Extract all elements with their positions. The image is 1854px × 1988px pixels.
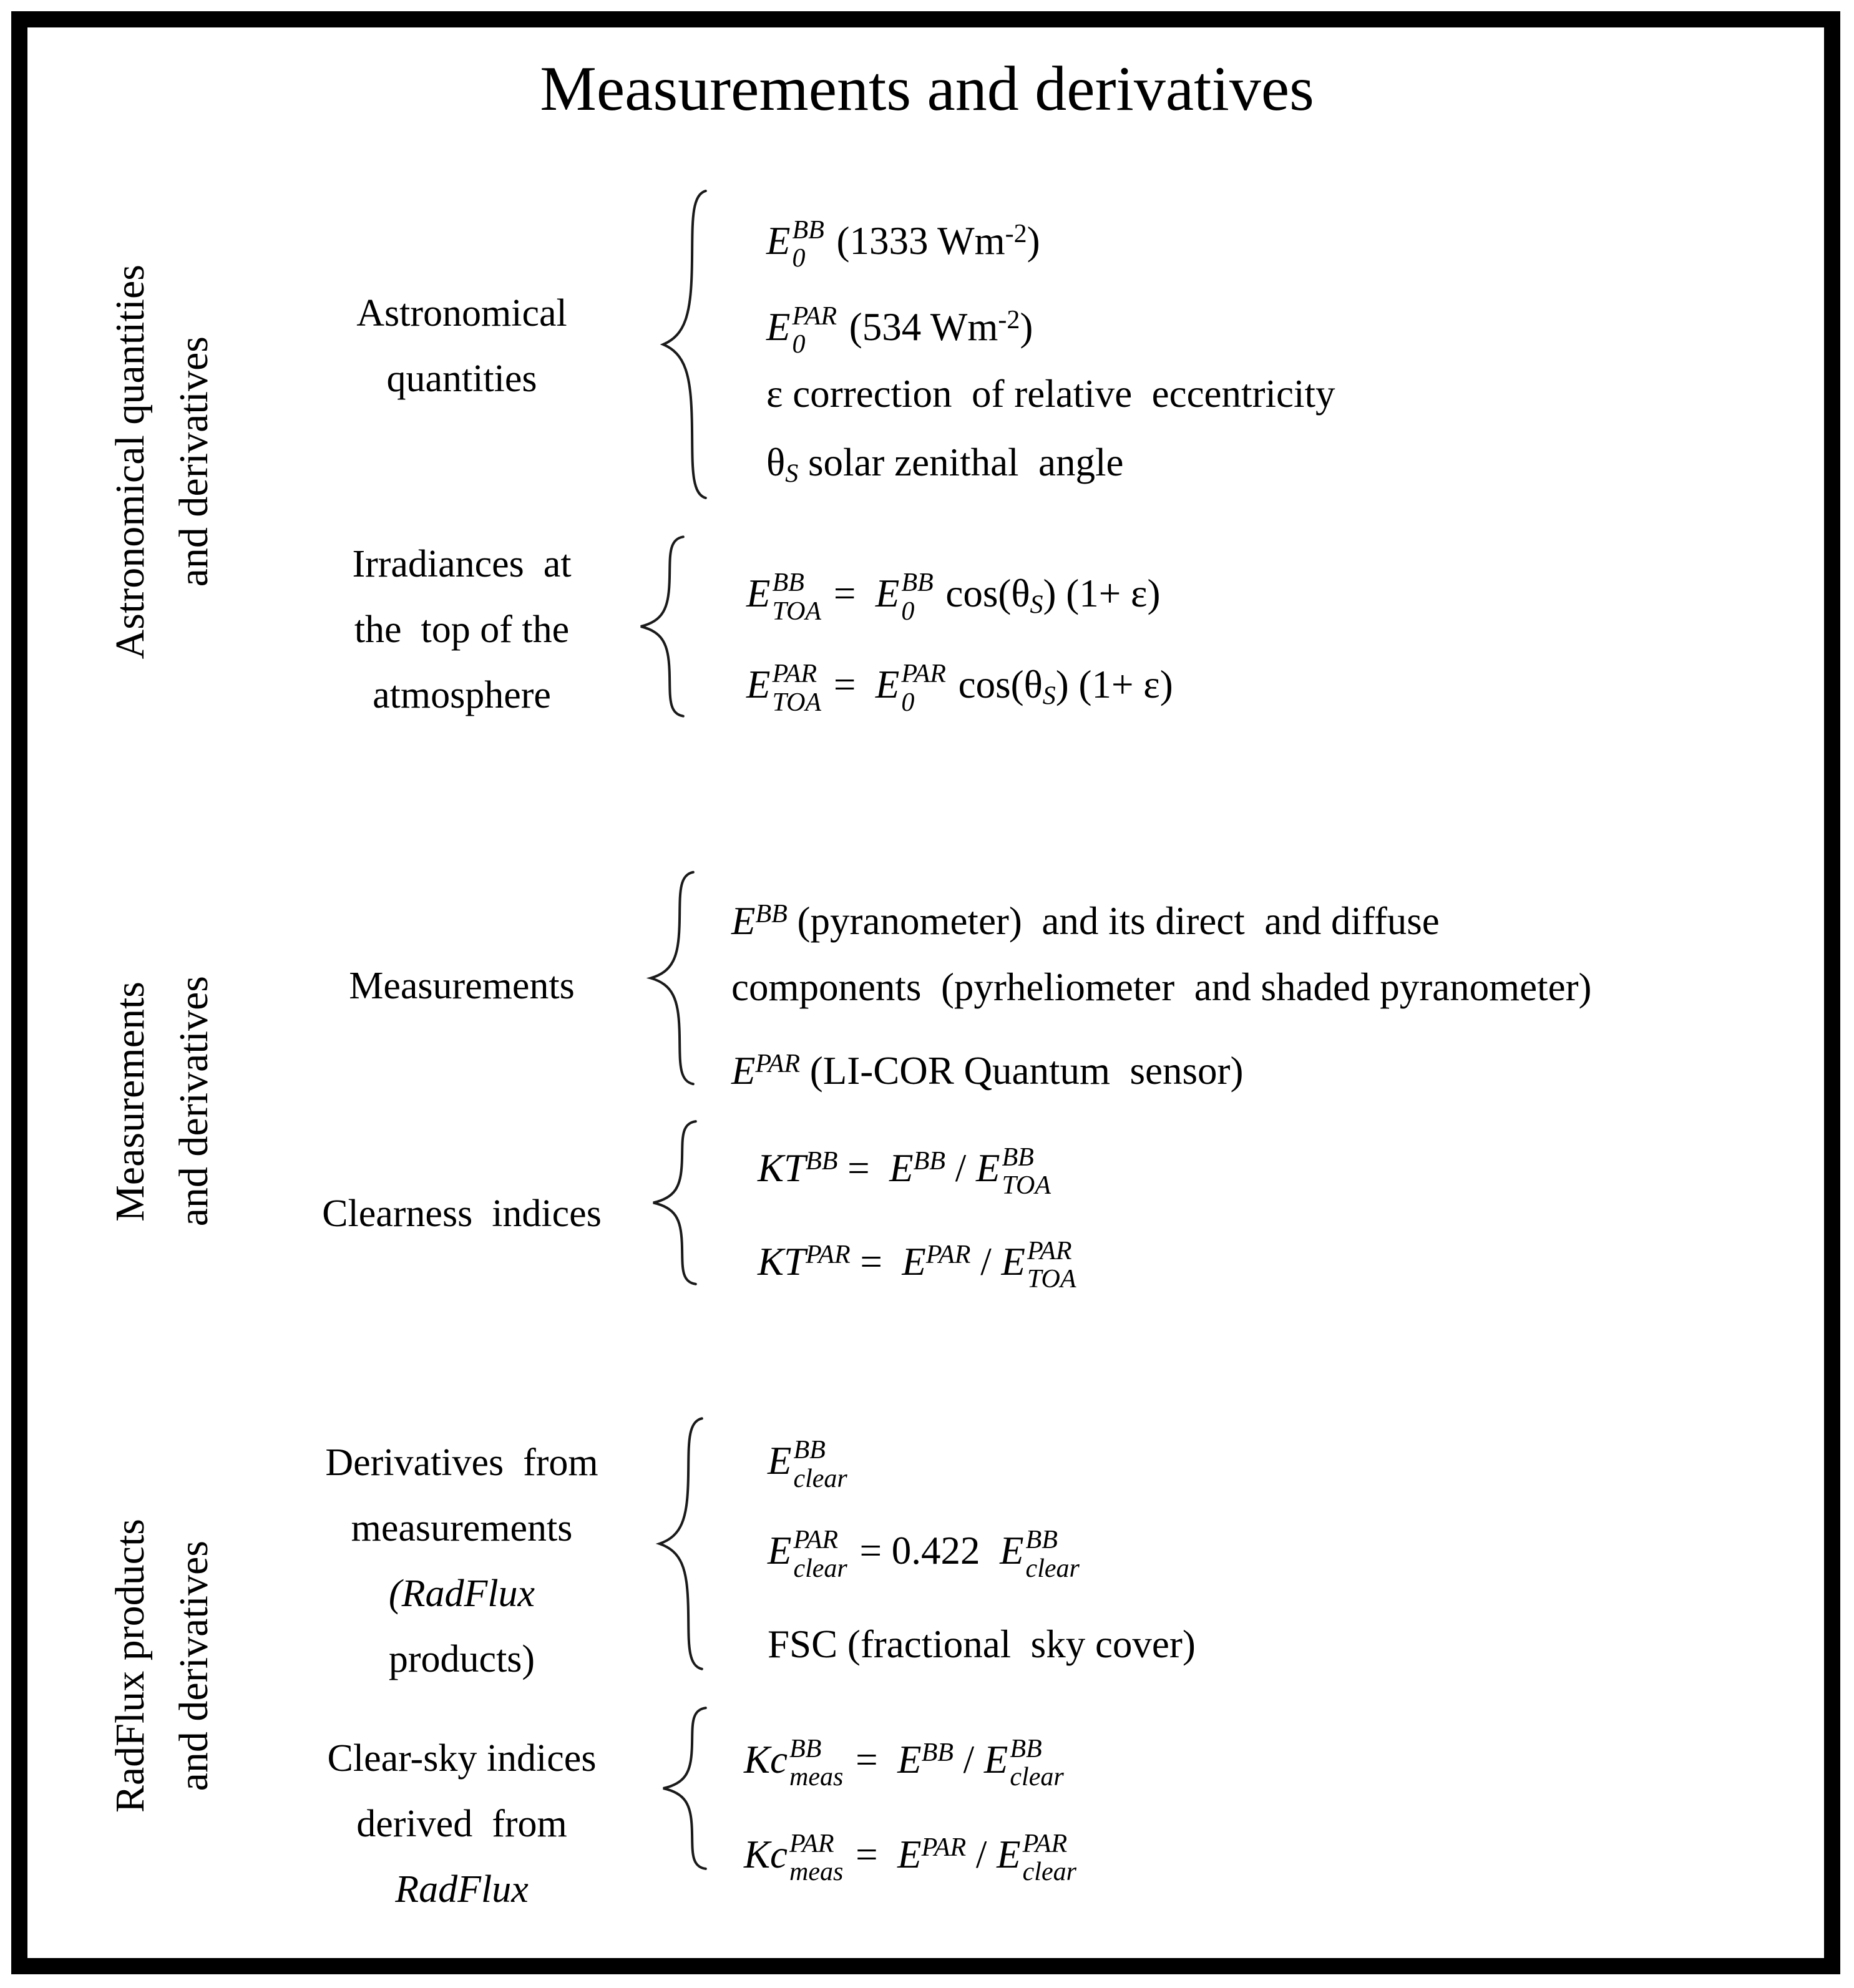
formula-kt-par: $KT^{PAR} = E^{PAR} / E$ PAR TOA: [758, 1237, 1076, 1294]
category-line: Astronomical: [356, 292, 567, 334]
category-line: Clear-sky indices: [327, 1737, 597, 1780]
side-label-line: and derivatives: [171, 976, 217, 1227]
formula-epar-licor: $E^{PAR}$ (LI-COR Quantum sensor): [731, 1048, 1244, 1093]
formula-etoa-par: E PAR TOA = E PAR 0 $\cos(\theta_S)$ (1+ ε): [746, 660, 1173, 717]
side-label-radflux-products-and-derivatives: [62, 1413, 262, 1919]
category-line: RadFlux: [395, 1868, 529, 1911]
side-label-line: and derivatives: [171, 336, 217, 587]
formula-kt-bb: $KT^{BB} = E^{BB} / E$ BB TOA: [758, 1143, 1051, 1201]
figure-title: Measurements and derivatives: [540, 54, 1314, 124]
curly-brace-icon: [637, 535, 690, 718]
category-clear-sky-indices: [268, 1726, 655, 1922]
curly-brace-icon: [646, 870, 700, 1086]
formula-ebb-pyranometer: $E^{BB}$ (pyranometer) and its direct and diffuse components (pyrheliometer and shaded pyranometer): [731, 899, 1592, 1009]
side-label-line: and derivatives: [171, 1541, 217, 1791]
category-line: measurements: [351, 1507, 573, 1549]
formula-etoa-bb: E BB TOA = E BB 0 $\cos(\theta_S)$ (1+ ε): [746, 568, 1161, 626]
category-line: atmosphere: [373, 674, 551, 716]
category-irradiances-top-of-atmosphere: [268, 532, 655, 728]
curly-brace-icon: [659, 1707, 712, 1870]
category-derivatives-from-measurements: [268, 1430, 655, 1692]
category-line: Derivatives from: [325, 1441, 598, 1484]
category-measurements: [268, 953, 655, 1019]
side-label-line: RadFlux products: [107, 1519, 153, 1813]
formula-eclear-par: E PAR clear = 0.422 E BB clear: [768, 1526, 1080, 1583]
curly-brace-icon: [659, 188, 712, 500]
category-astronomical-quantities: [268, 281, 655, 412]
category-line: products): [388, 1638, 535, 1680]
side-label-line: Astronomical quantities: [107, 264, 153, 660]
formula-kc-bb: Kc BB meas = $E^{BB}$ / E BB clear: [744, 1735, 1064, 1792]
category-line: Irradiances at: [352, 543, 572, 585]
category-line: derived from: [356, 1803, 567, 1845]
category-line: Measurements: [349, 965, 575, 1007]
category-clearness-indices: [268, 1181, 655, 1247]
side-label-measurements-and-derivatives: [62, 870, 262, 1332]
curly-brace-icon: [655, 1416, 708, 1671]
category-line: quantities: [386, 358, 537, 400]
formula-e0-par: E PAR 0 (534 $Wm^{-2}$): [766, 302, 1033, 359]
formula-eccentricity: ε correction of relative eccentricity: [766, 372, 1335, 416]
side-label-astronomical-quantities-and-derivatives: [62, 178, 262, 746]
category-line: Clearness indices: [322, 1192, 602, 1235]
side-label-line: Measurements: [107, 981, 153, 1222]
formula-solar-zenith: $\theta_S$ solar zenithal angle: [766, 441, 1124, 489]
category-line: (RadFlux: [388, 1572, 535, 1615]
formula-e0-bb: E BB 0 (1333 $Wm^{-2}$): [766, 216, 1040, 273]
curly-brace-icon: [649, 1120, 702, 1285]
formula-kc-par: Kc PAR meas = $E^{PAR}$ / E PAR clear: [744, 1830, 1076, 1887]
formula-eclear-bb: E BB clear: [768, 1436, 847, 1493]
category-line: the top of the: [354, 608, 570, 651]
formula-fsc: FSC (fractional sky cover): [768, 1622, 1196, 1666]
